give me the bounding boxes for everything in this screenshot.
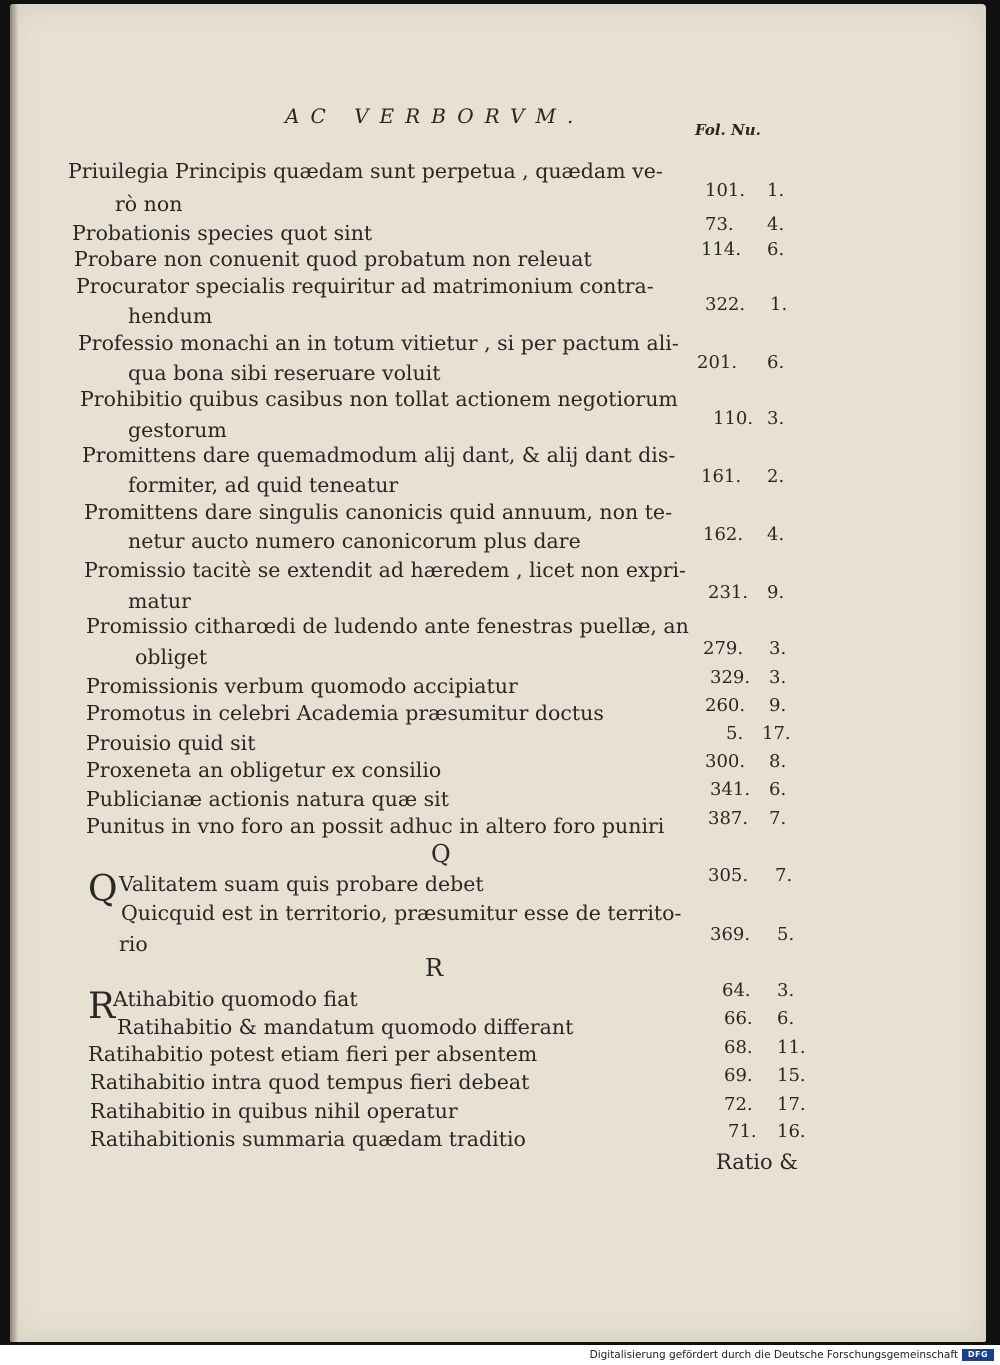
folio-number: 387. <box>708 808 749 829</box>
section-number: 6. <box>769 779 787 800</box>
entry-line: Promissio tacitè se extendit ad hæredem , licet non expri- <box>84 558 686 582</box>
section-number: 1. <box>770 294 788 315</box>
entry-line: Quicquid est in territorio, præsumitur esse de territo- <box>121 901 682 925</box>
folio-number: 73. <box>705 214 734 235</box>
section-letter-q: Q <box>431 840 451 868</box>
digitization-note: Digitalisierung gefördert durch die Deutsche Forschungsgemeinschaft <box>589 1349 958 1361</box>
folio-number: 162. <box>703 524 744 545</box>
section-number: 3. <box>767 408 785 429</box>
entry-line: Prouisio quid sit <box>86 731 256 755</box>
running-head: AC VERBORVM. <box>285 104 585 128</box>
entry-line: hendum <box>128 304 213 328</box>
folio-number: 64. <box>722 980 751 1001</box>
folio-number: 341. <box>710 779 751 800</box>
dfg-logo: DFG <box>962 1349 994 1361</box>
entry-line: qua bona sibi reseruare voluit <box>128 361 441 385</box>
entry-line: Ratihabitio intra quod tempus fieri debeat <box>90 1070 530 1094</box>
section-number: 7. <box>769 808 787 829</box>
entry-line: Ratihabitio & mandatum quomodo differant <box>117 1015 574 1039</box>
folio-number: 322. <box>705 294 746 315</box>
entry-line: Ratihabitionis summaria quædam traditio <box>90 1127 526 1151</box>
entry-line: Prohibitio quibus casibus non tollat actionem negotiorum <box>80 387 678 411</box>
entry-line: Promotus in celebri Academia præsumitur doctus <box>86 701 604 725</box>
section-number: 3. <box>777 980 795 1001</box>
book-page <box>10 4 986 1342</box>
folio-number: 305. <box>708 865 749 886</box>
section-number: 8. <box>769 751 787 772</box>
folio-number: 161. <box>701 466 742 487</box>
entry-line: Professio monachi an in totum vitietur , si per pactum ali- <box>78 331 679 355</box>
entry-line: Procurator specialis requiritur ad matrimonium contra- <box>76 274 654 298</box>
entry-line: Punitus in vno foro an possit adhuc in altero foro puniri <box>86 814 665 838</box>
section-number: 6. <box>767 352 785 373</box>
folio-number: 260. <box>705 695 746 716</box>
section-number: 5. <box>777 924 795 945</box>
section-number: 11. <box>777 1037 806 1058</box>
entry-line: Promissio citharœdi de ludendo ante fenestras puellæ, an <box>86 614 689 638</box>
folio-number: 68. <box>724 1037 753 1058</box>
folio-number: 101. <box>705 180 746 201</box>
section-number: 4. <box>767 214 785 235</box>
entry-line: Promittens dare singulis canonicis quid annuum, non te- <box>84 500 672 524</box>
section-number: 17. <box>777 1094 806 1115</box>
folio-number: 71. <box>728 1121 757 1142</box>
folio-number: 279. <box>703 638 744 659</box>
section-number: 15. <box>777 1065 806 1086</box>
entry-line: obliget <box>135 645 208 669</box>
entry-line: Ratihabitio potest etiam fieri per absentem <box>88 1042 538 1066</box>
entry-line: gestorum <box>128 418 227 442</box>
folio-number: 114. <box>701 239 742 260</box>
folio-number: 300. <box>705 751 746 772</box>
entry-line: Promittens dare quemadmodum alij dant, & alij dant dis- <box>82 443 676 467</box>
section-number: 3. <box>769 638 787 659</box>
index-entries <box>65 4 825 1204</box>
drop-cap-r: R <box>88 986 116 1027</box>
section-number: 7. <box>775 865 793 886</box>
section-number: 9. <box>769 695 787 716</box>
entry-line: Proxeneta an obligetur ex consilio <box>86 758 442 782</box>
entry-line: Atihabitio quomodo fiat <box>113 987 358 1011</box>
folio-number: 5. <box>726 723 744 744</box>
entry-line: Priuilegia Principis quædam sunt perpetua , quædam ve- <box>68 159 663 183</box>
folio-number: 110. <box>713 408 754 429</box>
folio-number: 72. <box>724 1094 753 1115</box>
entry-line: matur <box>128 589 191 613</box>
section-number: 6. <box>777 1008 795 1029</box>
section-number: 4. <box>767 524 785 545</box>
section-number: 6. <box>767 239 785 260</box>
folio-number: 66. <box>724 1008 753 1029</box>
section-number: 2. <box>767 466 785 487</box>
folio-number: 201. <box>697 352 738 373</box>
section-number: 17. <box>762 723 791 744</box>
section-number: 16. <box>777 1121 806 1142</box>
catchword: Ratio & <box>716 1150 798 1174</box>
section-letter-r: R <box>425 954 444 982</box>
entry-line: formiter, ad quid teneatur <box>128 473 399 497</box>
column-heading: Fol. Nu. <box>695 121 761 139</box>
section-number: 3. <box>769 667 787 688</box>
entry-line: Valitatem suam quis probare debet <box>119 872 484 896</box>
entry-line: rio <box>119 932 148 956</box>
entry-line: Publicianæ actionis natura quæ sit <box>86 787 449 811</box>
entry-line: Probare non conuenit quod probatum non releuat <box>74 247 592 271</box>
folio-number: 369. <box>710 924 751 945</box>
folio-number: 231. <box>708 582 749 603</box>
drop-cap-q: Q <box>88 869 118 910</box>
section-number: 9. <box>767 582 785 603</box>
entry-line: netur aucto numero canonicorum plus dare <box>128 529 581 553</box>
digitization-footer <box>0 1345 1000 1365</box>
section-number: 1. <box>767 180 785 201</box>
entry-line: Promissionis verbum quomodo accipiatur <box>86 674 518 698</box>
folio-number: 69. <box>724 1065 753 1086</box>
page-gutter-shadow <box>10 4 18 1342</box>
entry-line: Probationis species quot sint <box>72 221 373 245</box>
entry-line: rò non <box>115 192 183 216</box>
folio-number: 329. <box>710 667 751 688</box>
entry-line: Ratihabitio in quibus nihil operatur <box>90 1099 458 1123</box>
